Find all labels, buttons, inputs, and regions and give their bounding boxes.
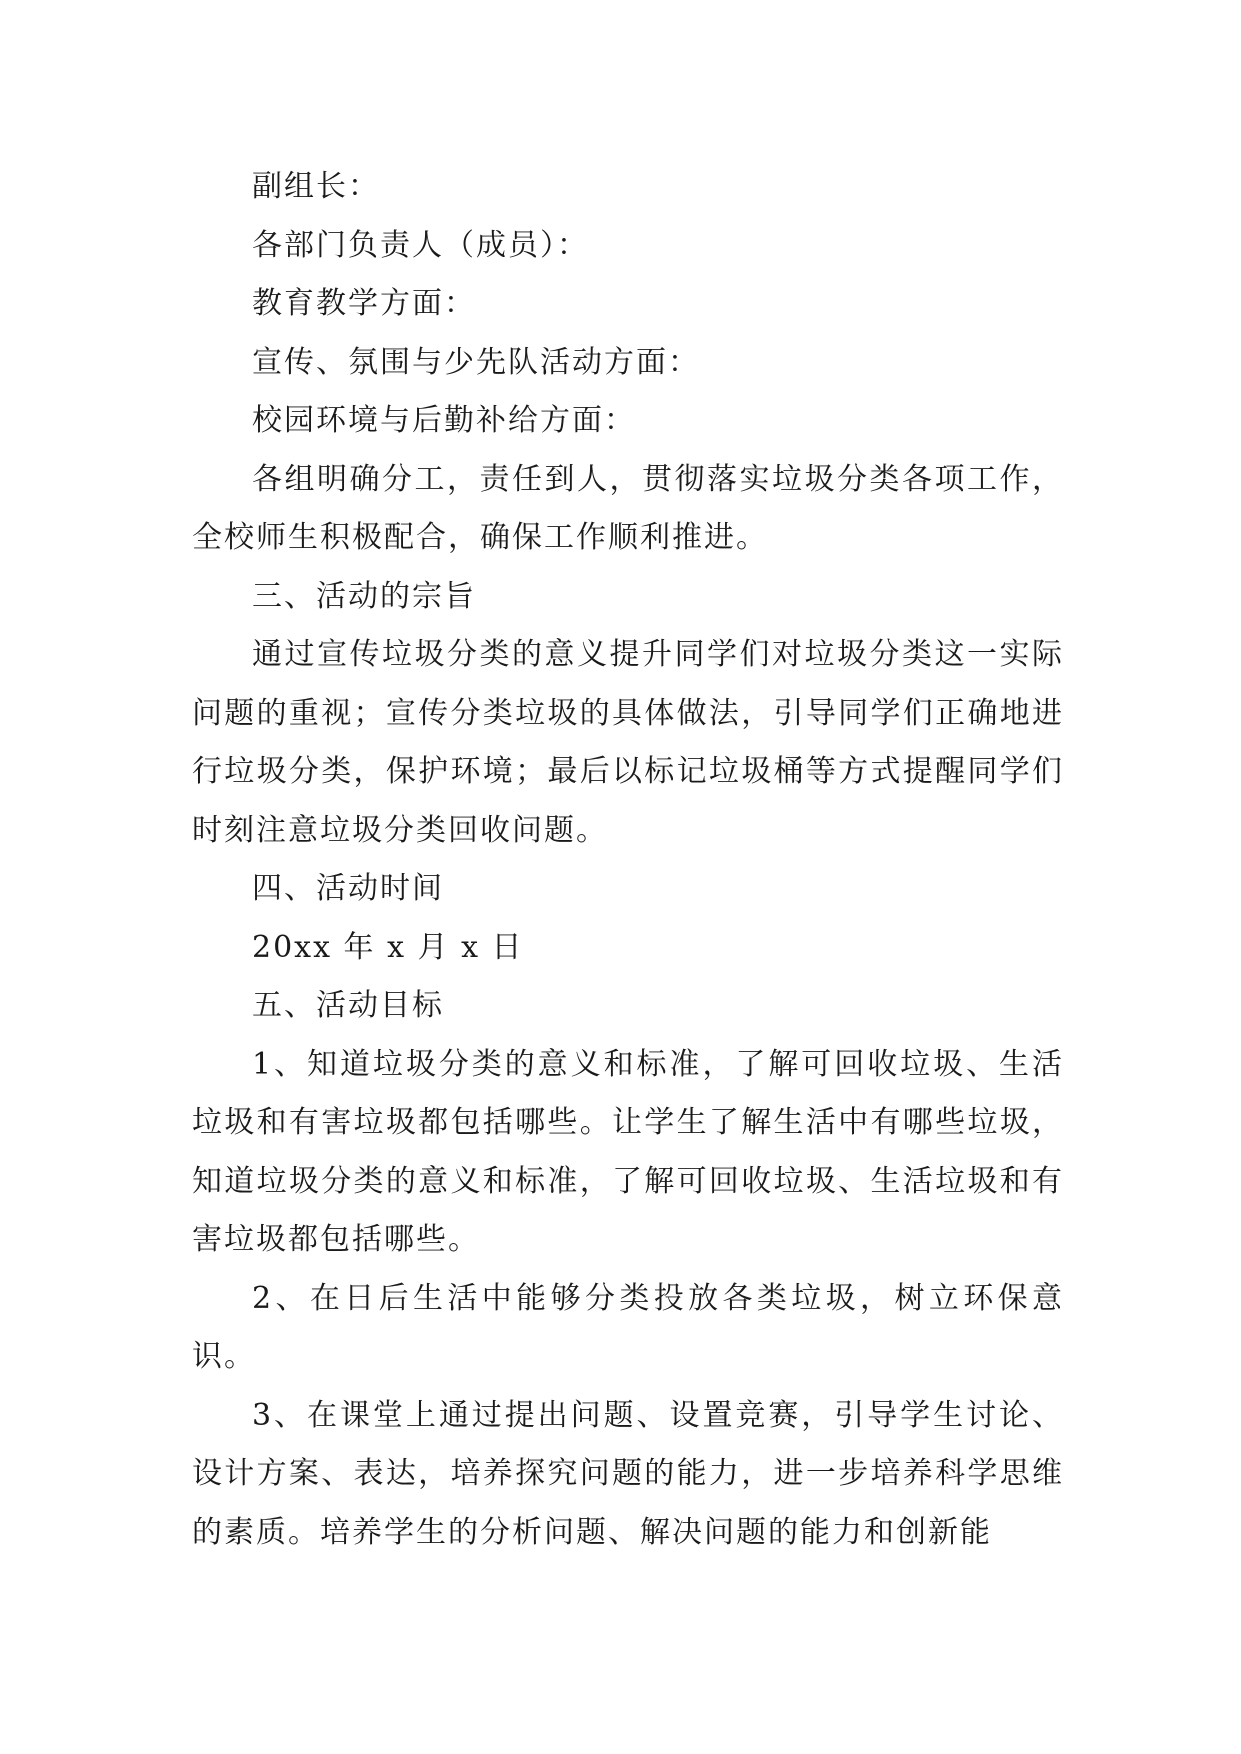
paragraph-goal-3: 3、在课堂上通过提出问题、设置竞赛，引导学生讨论、设计方案、表达，培养探究问题的能力，进一步培养科学思维的素质。培养学生的分析问题、解决问题的能力和创新能 xyxy=(192,1397,1064,1550)
paragraph-goal-2: 2、在日后生活中能够分类投放各类垃圾，树立环保意识。 xyxy=(192,1280,1064,1374)
document-body xyxy=(192,158,1064,1562)
paragraph-division-of-labor: 各组明确分工，责任到人，贯彻落实垃圾分类各项工作，全校师生积极配合，确保工作顺利推进。 xyxy=(192,461,1064,555)
paragraph-department-heads: 各部门负责人（成员）： xyxy=(252,227,589,263)
paragraph-activity-purpose: 通过宣传垃圾分类的意义提升同学们对垃圾分类这一实际问题的重视；宣传分类垃圾的具体做法，引导同学们正确地进行垃圾分类，保护环境；最后以标记垃圾桶等方式提醒同学们时刻注意垃圾分类回收问题。 xyxy=(192,637,1064,848)
heading-activity-time: 四、活动时间 xyxy=(252,871,444,906)
paragraph-campus-environment: 校园环境与后勤补给方面： xyxy=(252,403,636,438)
heading-activity-goals: 五、活动目标 xyxy=(252,988,444,1023)
paragraph-publicity-atmosphere: 宣传、氛围与少先队活动方面： xyxy=(252,344,700,380)
heading-activity-purpose: 三、活动的宗旨 xyxy=(252,578,476,614)
paragraph-activity-date: 20xx 年 x 月 x 日 xyxy=(252,929,524,965)
paragraph-deputy-leader: 副组长： xyxy=(252,169,380,204)
paragraph-education-teaching: 教育教学方面： xyxy=(252,286,476,321)
paragraph-goal-1: 1、知道垃圾分类的意义和标准，了解可回收垃圾、生活垃圾和有害垃圾都包括哪些。让学生了解生活中有哪些垃圾，知道垃圾分类的意义和标准，了解可回收垃圾、生活垃圾和有害垃圾都包括哪些。 xyxy=(192,1046,1064,1257)
